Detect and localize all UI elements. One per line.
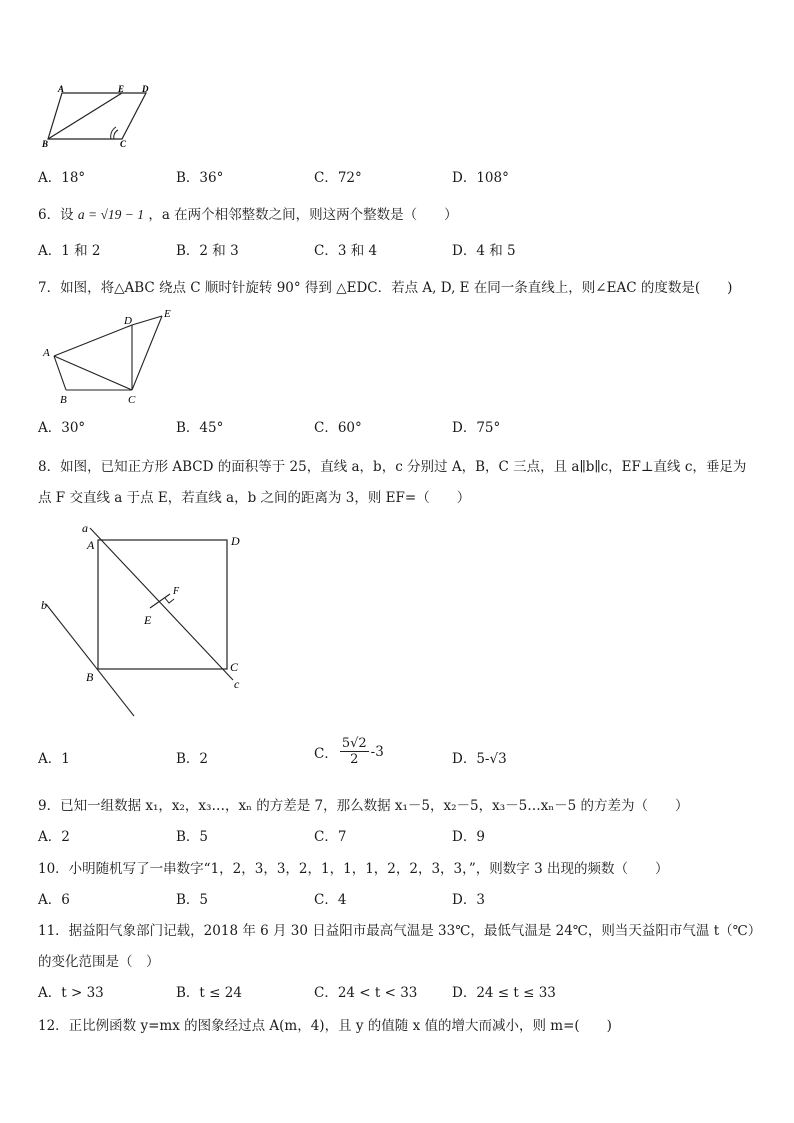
q6-stem <box>38 203 458 223</box>
q7-option-c: C．60° <box>314 420 362 436</box>
q8-label-line-a: a <box>82 521 88 535</box>
q6-option-c: C．3 和 4 <box>314 243 378 259</box>
q5-parallelogram <box>48 93 146 139</box>
q8-option-c-denominator: 2 <box>350 752 359 767</box>
q5-segment-be <box>48 93 122 139</box>
q11-option-b: B．t ≤ 24 <box>176 985 242 1001</box>
q8-option-d: D．5-√3 <box>452 751 507 767</box>
q7-option-a: A．30° <box>38 420 86 436</box>
q8-label-b: B <box>86 670 94 684</box>
q5-label-e: E <box>118 84 125 94</box>
q8-stem-line2: 点 F 交直线 a 于点 E，若直线 a，b 之间的距离为 3，则 EF=（ ） <box>38 490 471 506</box>
q9-option-c: C．7 <box>314 829 347 845</box>
q10-option-d: D．3 <box>452 892 485 908</box>
q8-option-b: B．2 <box>176 751 209 767</box>
q7-segment-ac <box>54 356 132 390</box>
q10-option-b: B．5 <box>176 892 209 908</box>
q7-rotation-figure <box>38 304 188 408</box>
q8-label-line-b: b <box>41 598 47 612</box>
q8-option-c-fraction <box>340 736 369 767</box>
q5-label-a: A <box>58 84 65 94</box>
q8-right-angle-mark <box>165 598 174 603</box>
q5-angle-mark <box>114 130 118 139</box>
q7-segment-ec <box>132 316 162 390</box>
q7-stem: 7．如图，将△ABC 绕点 C 顺时针旋转 90° 得到 △EDC．若点 A, D, E 在同一条直线上，则∠EAC 的度数是( ) <box>38 280 733 296</box>
q11-option-a: A．t > 33 <box>38 985 104 1001</box>
q7-option-d: D．75° <box>452 420 501 436</box>
q11-stem-line1: 11．据益阳气象部门记载，2018 年 6 月 30 日益阳市最高气温是 33℃，最低气温是 24℃，则当天益阳市气温 t（℃） <box>38 923 762 939</box>
q7-segment-ad <box>54 325 132 356</box>
q8-line-b <box>46 604 134 716</box>
q10-option-a: A．6 <box>38 892 70 908</box>
q5-label-b: B <box>42 139 49 149</box>
q8-option-a: A．1 <box>38 751 70 767</box>
q5-option-d: D．108° <box>452 170 509 186</box>
q5-parallelogram-figure <box>40 84 160 150</box>
q7-label-d: D <box>124 315 132 327</box>
q6-stem-math: a = √19 − 1 <box>77 207 145 222</box>
q7-label-b: B <box>60 394 67 406</box>
q8-stem-line1: 8．如图，已知正方形 ABCD 的面积等于 25，直线 a，b，c 分别过 A，B，C 三点，且 a∥b∥c，EF⊥直线 c，垂足为 <box>38 459 747 475</box>
q9-option-b: B．5 <box>176 829 209 845</box>
q9-stem: 9．已知一组数据 x₁，x₂，x₃…，xₙ 的方差是 7，那么数据 x₁－5，x₂－5，x₃－5…xₙ－5 的方差为（ ） <box>38 798 689 814</box>
q8-label-e: E <box>144 613 152 627</box>
q10-stem: 10．小明随机写了一串数字“1，2，3，3，2，1，1，1，2，2，3，3，”，则数字 3 出现的频数（ ） <box>38 861 669 877</box>
q5-option-a: A．18° <box>38 170 86 186</box>
q7-label-a: A <box>43 347 50 359</box>
q6-option-b: B．2 和 3 <box>176 243 239 259</box>
q8-label-d: D <box>231 534 240 548</box>
q7-label-c: C <box>128 394 136 406</box>
q6-option-d: D．4 和 5 <box>452 243 516 259</box>
q9-option-a: A．2 <box>38 829 70 845</box>
q7-label-e: E <box>164 308 171 320</box>
q9-option-d: D．9 <box>452 829 485 845</box>
q5-label-d: D <box>142 84 149 94</box>
q8-line-a <box>90 528 233 680</box>
q6-stem-suffix: ，a 在两个相邻整数之间，则这两个整数是（ ） <box>148 207 458 223</box>
q6-stem-prefix: 6．设 <box>38 207 74 223</box>
q8-option-c-numerator: 5√2 <box>341 736 367 751</box>
q8-option-c <box>314 736 384 767</box>
q12-stem: 12．正比例函数 y=mx 的图象经过点 A(m，4)，且 y 的值随 x 值的增大而减小，则 m=( ) <box>38 1018 612 1034</box>
q10-option-c: C．4 <box>314 892 347 908</box>
q8-option-c-suffix: -3 <box>370 743 384 760</box>
q6-option-a: A．1 和 2 <box>38 243 101 259</box>
q5-label-c: C <box>120 139 127 149</box>
q5-option-c: C．72° <box>314 170 362 186</box>
q8-label-c: C <box>230 660 239 674</box>
q8-label-line-c: c <box>234 677 240 691</box>
q11-stem-line2: 的变化范围是（ ） <box>38 954 160 970</box>
q8-label-a: A <box>87 538 95 552</box>
q8-square-figure <box>38 518 258 720</box>
q7-segment-de <box>132 316 162 325</box>
q11-option-c: C．24 < t < 33 <box>314 985 418 1001</box>
q11-option-d: D．24 ≤ t ≤ 33 <box>452 985 556 1001</box>
q7-option-b: B．45° <box>176 420 224 436</box>
q8-label-f: F <box>173 586 180 597</box>
q5-option-b: B．36° <box>176 170 224 186</box>
q7-segment-ab <box>54 356 66 390</box>
q8-option-c-prefix: C． <box>314 745 338 762</box>
